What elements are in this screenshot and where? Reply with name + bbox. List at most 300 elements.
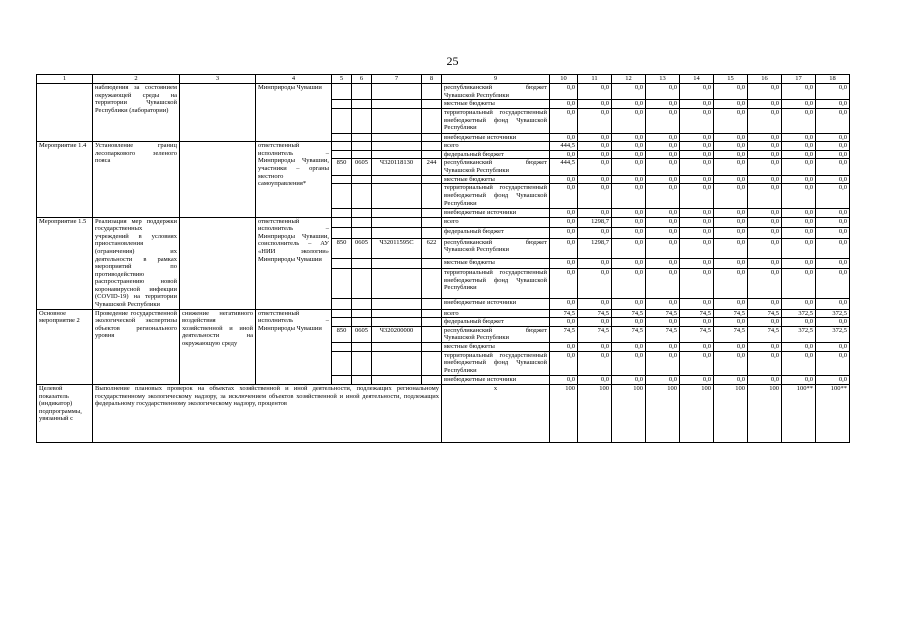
column-header: 1 bbox=[37, 75, 93, 84]
funding-source: республиканский бюджет Чувашской Республики bbox=[442, 159, 550, 175]
funding-value: 74,5 bbox=[714, 326, 748, 342]
funding-value: 0,0 bbox=[680, 258, 714, 269]
funding-value: 372,5 bbox=[782, 326, 816, 342]
funding-value: 0,0 bbox=[646, 133, 680, 142]
code-target-article: Ч320200000 bbox=[372, 326, 422, 342]
funding-value: 0,0 bbox=[714, 133, 748, 142]
code-grbs bbox=[332, 175, 352, 184]
funding-value: 0,0 bbox=[550, 184, 578, 209]
funding-value: 0,0 bbox=[612, 84, 646, 100]
table-row bbox=[37, 142, 850, 151]
funding-value: 0,0 bbox=[816, 142, 850, 151]
funding-value: 0,0 bbox=[578, 100, 612, 109]
funding-value: 0,0 bbox=[782, 150, 816, 159]
code-target-article bbox=[372, 376, 422, 385]
indicator-x: х bbox=[442, 385, 550, 443]
code-grbs bbox=[332, 343, 352, 352]
column-header: 10 bbox=[550, 75, 578, 84]
column-header: 18 bbox=[816, 75, 850, 84]
funding-value: 74,5 bbox=[578, 309, 612, 318]
expected-result: снижение негативного воздействия хозяйственной и иной деятельности на окружающую среду bbox=[180, 309, 256, 384]
funding-value: 0,0 bbox=[748, 175, 782, 184]
funding-value: 372,5 bbox=[782, 309, 816, 318]
code-expense-type bbox=[422, 133, 442, 142]
funding-value: 0,0 bbox=[550, 133, 578, 142]
code-grbs: 850 bbox=[332, 159, 352, 175]
table-body bbox=[37, 75, 850, 443]
funding-value: 0,0 bbox=[816, 228, 850, 239]
funding-value: 0,0 bbox=[550, 299, 578, 310]
code-expense-type: 622 bbox=[422, 238, 442, 258]
code-expense-type bbox=[422, 309, 442, 318]
funding-source: всего bbox=[442, 142, 550, 151]
column-header: 12 bbox=[612, 75, 646, 84]
code-section bbox=[352, 108, 372, 133]
code-target-article bbox=[372, 133, 422, 142]
funding-value: 0,0 bbox=[646, 351, 680, 376]
funding-value: 0,0 bbox=[816, 159, 850, 175]
code-expense-type bbox=[422, 217, 442, 228]
funding-value: 0,0 bbox=[714, 100, 748, 109]
funding-value: 74,5 bbox=[550, 326, 578, 342]
code-expense-type bbox=[422, 351, 442, 376]
funding-value: 0,0 bbox=[714, 299, 748, 310]
funding-value: 0,0 bbox=[782, 217, 816, 228]
funding-value: 0,0 bbox=[816, 150, 850, 159]
funding-value: 0,0 bbox=[714, 258, 748, 269]
activity-description: Установление границ лесопаркового зеленого пояса bbox=[93, 142, 180, 217]
funding-value: 74,5 bbox=[748, 326, 782, 342]
funding-value: 0,0 bbox=[612, 269, 646, 299]
code-grbs bbox=[332, 208, 352, 217]
funding-value: 0,0 bbox=[714, 351, 748, 376]
funding-value: 0,0 bbox=[816, 184, 850, 209]
funding-source: республиканский бюджет Чувашской Республики bbox=[442, 326, 550, 342]
funding-value: 0,0 bbox=[646, 376, 680, 385]
indicator-value: 100** bbox=[782, 385, 816, 443]
code-expense-type bbox=[422, 318, 442, 327]
funding-value: 0,0 bbox=[646, 269, 680, 299]
funding-value: 0,0 bbox=[646, 228, 680, 239]
activity-name: Основное мероприятие 2 bbox=[37, 309, 93, 384]
funding-value: 0,0 bbox=[578, 133, 612, 142]
code-section bbox=[352, 133, 372, 142]
funding-value: 0,0 bbox=[578, 184, 612, 209]
funding-value: 0,0 bbox=[612, 142, 646, 151]
code-grbs bbox=[332, 184, 352, 209]
funding-value: 0,0 bbox=[578, 269, 612, 299]
funding-value: 0,0 bbox=[714, 108, 748, 133]
funding-value: 0,0 bbox=[816, 299, 850, 310]
code-section bbox=[352, 228, 372, 239]
code-section: 0605 bbox=[352, 159, 372, 175]
activity-name: Мероприятие 1.5 bbox=[37, 217, 93, 309]
code-section bbox=[352, 351, 372, 376]
funding-source: внебюджетные источники bbox=[442, 376, 550, 385]
funding-value: 0,0 bbox=[680, 228, 714, 239]
code-target-article bbox=[372, 184, 422, 209]
funding-value: 0,0 bbox=[612, 175, 646, 184]
funding-value: 0,0 bbox=[612, 258, 646, 269]
code-expense-type bbox=[422, 208, 442, 217]
code-target-article bbox=[372, 343, 422, 352]
code-grbs bbox=[332, 100, 352, 109]
code-target-article bbox=[372, 84, 422, 100]
funding-value: 0,0 bbox=[748, 269, 782, 299]
code-expense-type bbox=[422, 343, 442, 352]
funding-value: 0,0 bbox=[646, 142, 680, 151]
code-expense-type bbox=[422, 150, 442, 159]
funding-value: 0,0 bbox=[646, 258, 680, 269]
funding-source: территориальный государственный внебюджетный фонд Чувашской Республики bbox=[442, 184, 550, 209]
activity-name: Мероприятие 1.4 bbox=[37, 142, 93, 217]
funding-value: 0,0 bbox=[782, 108, 816, 133]
code-expense-type bbox=[422, 100, 442, 109]
funding-value: 74,5 bbox=[646, 326, 680, 342]
funding-value: 0,0 bbox=[680, 84, 714, 100]
funding-value: 0,0 bbox=[816, 351, 850, 376]
funding-value: 0,0 bbox=[816, 318, 850, 327]
funding-value: 0,0 bbox=[782, 184, 816, 209]
table-row bbox=[37, 309, 850, 318]
funding-value: 0,0 bbox=[816, 376, 850, 385]
funding-value: 0,0 bbox=[578, 175, 612, 184]
funding-value: 0,0 bbox=[714, 217, 748, 228]
code-section: 0605 bbox=[352, 326, 372, 342]
indicator-value: 100 bbox=[714, 385, 748, 443]
funding-value: 0,0 bbox=[578, 84, 612, 100]
funding-value: 0,0 bbox=[782, 318, 816, 327]
code-expense-type bbox=[422, 175, 442, 184]
funding-value: 0,0 bbox=[782, 269, 816, 299]
funding-value: 0,0 bbox=[680, 376, 714, 385]
funding-source: республиканский бюджет Чувашской Республики bbox=[442, 238, 550, 258]
funding-value: 0,0 bbox=[816, 133, 850, 142]
code-target-article bbox=[372, 258, 422, 269]
header-row bbox=[37, 75, 850, 84]
column-header: 5 bbox=[332, 75, 352, 84]
funding-value: 0,0 bbox=[816, 108, 850, 133]
code-target-article: Ч32011595С bbox=[372, 238, 422, 258]
funding-value: 0,0 bbox=[680, 184, 714, 209]
funding-value: 0,0 bbox=[612, 376, 646, 385]
code-section bbox=[352, 376, 372, 385]
funding-value: 0,0 bbox=[680, 100, 714, 109]
funding-value: 0,0 bbox=[578, 343, 612, 352]
funding-value: 0,0 bbox=[550, 108, 578, 133]
funding-value: 0,0 bbox=[816, 217, 850, 228]
funding-value: 0,0 bbox=[578, 318, 612, 327]
funding-value: 0,0 bbox=[612, 159, 646, 175]
funding-value: 0,0 bbox=[680, 351, 714, 376]
executor: ответственный исполнитель – Минприроды Чувашии, соисполнитель – АУ «НИИ экологии» Минприроды Чувашии bbox=[256, 217, 332, 309]
funding-value: 0,0 bbox=[782, 84, 816, 100]
code-expense-type bbox=[422, 228, 442, 239]
funding-value: 0,0 bbox=[816, 84, 850, 100]
funding-value: 0,0 bbox=[782, 228, 816, 239]
code-target-article bbox=[372, 318, 422, 327]
code-target-article bbox=[372, 351, 422, 376]
column-header: 14 bbox=[680, 75, 714, 84]
funding-value: 0,0 bbox=[612, 228, 646, 239]
funding-source: внебюджетные источники bbox=[442, 133, 550, 142]
funding-source: всего bbox=[442, 217, 550, 228]
column-header: 13 bbox=[646, 75, 680, 84]
funding-value: 0,0 bbox=[714, 142, 748, 151]
funding-value: 0,0 bbox=[748, 238, 782, 258]
column-header: 7 bbox=[372, 75, 422, 84]
code-target-article bbox=[372, 150, 422, 159]
column-header: 2 bbox=[93, 75, 180, 84]
funding-value: 0,0 bbox=[714, 159, 748, 175]
indicator-value: 100 bbox=[680, 385, 714, 443]
funding-value: 0,0 bbox=[748, 376, 782, 385]
funding-value: 0,0 bbox=[550, 238, 578, 258]
column-header: 4 bbox=[256, 75, 332, 84]
funding-value: 0,0 bbox=[646, 299, 680, 310]
funding-value: 0,0 bbox=[550, 318, 578, 327]
funding-value: 0,0 bbox=[748, 184, 782, 209]
funding-value: 0,0 bbox=[578, 376, 612, 385]
code-section bbox=[352, 208, 372, 217]
activity-description: наблюдения за состоянием окружающей среды на территории Чувашской Республики (лаборатории) bbox=[93, 84, 180, 142]
funding-value: 0,0 bbox=[680, 133, 714, 142]
executor: ответственный исполнитель – Минприроды Чувашии, участники – органы местного самоуправления* bbox=[256, 142, 332, 217]
funding-source: республиканский бюджет Чувашской Республики bbox=[442, 84, 550, 100]
funding-value: 0,0 bbox=[550, 258, 578, 269]
code-target-article bbox=[372, 269, 422, 299]
indicator-value: 100 bbox=[612, 385, 646, 443]
funding-value: 0,0 bbox=[550, 228, 578, 239]
column-header: 11 bbox=[578, 75, 612, 84]
code-grbs bbox=[332, 228, 352, 239]
funding-value: 0,0 bbox=[748, 208, 782, 217]
code-section bbox=[352, 84, 372, 100]
funding-value: 0,0 bbox=[816, 238, 850, 258]
code-expense-type bbox=[422, 108, 442, 133]
code-section bbox=[352, 299, 372, 310]
funding-value: 0,0 bbox=[680, 269, 714, 299]
code-grbs bbox=[332, 269, 352, 299]
funding-value: 0,0 bbox=[714, 150, 748, 159]
funding-value: 0,0 bbox=[550, 351, 578, 376]
code-target-article bbox=[372, 299, 422, 310]
funding-value: 74,5 bbox=[714, 309, 748, 318]
funding-value: 0,0 bbox=[550, 217, 578, 228]
code-section bbox=[352, 269, 372, 299]
funding-value: 0,0 bbox=[612, 108, 646, 133]
code-grbs bbox=[332, 108, 352, 133]
code-section bbox=[352, 150, 372, 159]
funding-value: 0,0 bbox=[714, 175, 748, 184]
code-target-article: Ч320118130 bbox=[372, 159, 422, 175]
funding-value: 444,5 bbox=[550, 159, 578, 175]
expected-result bbox=[180, 217, 256, 309]
funding-value: 0,0 bbox=[748, 133, 782, 142]
funding-value: 0,0 bbox=[748, 100, 782, 109]
funding-value: 0,0 bbox=[646, 159, 680, 175]
funding-value: 0,0 bbox=[782, 142, 816, 151]
activity-description: Реализация мер поддержки государственных учреждений в условиях приостановления (ограничения) их деятельности в рамках мероприятий по противодействию распространению новой коронавирусной инфекции (COVID-19) на территории Чувашской Республики bbox=[93, 217, 180, 309]
funding-value: 0,0 bbox=[816, 269, 850, 299]
funding-value: 0,0 bbox=[612, 217, 646, 228]
funding-value: 0,0 bbox=[550, 269, 578, 299]
code-grbs bbox=[332, 258, 352, 269]
code-grbs bbox=[332, 217, 352, 228]
funding-value: 0,0 bbox=[550, 84, 578, 100]
code-grbs bbox=[332, 351, 352, 376]
executor: Минприроды Чувашии bbox=[256, 84, 332, 142]
funding-value: 0,0 bbox=[748, 142, 782, 151]
budget-table bbox=[36, 74, 850, 443]
code-expense-type bbox=[422, 269, 442, 299]
funding-value: 0,0 bbox=[680, 208, 714, 217]
expected-result bbox=[180, 84, 256, 142]
funding-value: 0,0 bbox=[782, 351, 816, 376]
code-grbs bbox=[332, 318, 352, 327]
code-target-article bbox=[372, 100, 422, 109]
funding-value: 0,0 bbox=[748, 150, 782, 159]
funding-value: 0,0 bbox=[782, 238, 816, 258]
code-section bbox=[352, 343, 372, 352]
funding-value: 0,0 bbox=[782, 376, 816, 385]
column-header: 3 bbox=[180, 75, 256, 84]
funding-value: 0,0 bbox=[714, 376, 748, 385]
funding-value: 0,0 bbox=[578, 150, 612, 159]
funding-value: 0,0 bbox=[550, 376, 578, 385]
funding-value: 0,0 bbox=[748, 217, 782, 228]
funding-value: 0,0 bbox=[550, 343, 578, 352]
funding-source: местные бюджеты bbox=[442, 175, 550, 184]
funding-value: 0,0 bbox=[680, 238, 714, 258]
funding-value: 0,0 bbox=[714, 208, 748, 217]
funding-value: 0,0 bbox=[550, 150, 578, 159]
code-target-article bbox=[372, 208, 422, 217]
funding-value: 0,0 bbox=[578, 108, 612, 133]
activity-description: Проведение государственной экологической экспертизы объектов регионального уровня bbox=[93, 309, 180, 384]
funding-value: 0,0 bbox=[782, 258, 816, 269]
funding-source: местные бюджеты bbox=[442, 343, 550, 352]
column-header: 16 bbox=[748, 75, 782, 84]
code-grbs: 850 bbox=[332, 326, 352, 342]
funding-value: 0,0 bbox=[782, 159, 816, 175]
funding-value: 0,0 bbox=[680, 150, 714, 159]
code-section bbox=[352, 184, 372, 209]
funding-value: 74,5 bbox=[612, 326, 646, 342]
column-header: 8 bbox=[422, 75, 442, 84]
funding-value: 0,0 bbox=[782, 208, 816, 217]
code-grbs bbox=[332, 150, 352, 159]
code-section bbox=[352, 318, 372, 327]
code-expense-type bbox=[422, 258, 442, 269]
funding-value: 0,0 bbox=[646, 150, 680, 159]
table-row bbox=[37, 84, 850, 100]
column-header: 6 bbox=[352, 75, 372, 84]
funding-value: 0,0 bbox=[646, 217, 680, 228]
funding-source: федеральный бюджет bbox=[442, 228, 550, 239]
funding-value: 0,0 bbox=[816, 343, 850, 352]
funding-value: 0,0 bbox=[748, 318, 782, 327]
funding-value: 0,0 bbox=[646, 208, 680, 217]
funding-value: 0,0 bbox=[578, 258, 612, 269]
code-grbs: 850 bbox=[332, 238, 352, 258]
funding-source: федеральный бюджет bbox=[442, 150, 550, 159]
funding-value: 0,0 bbox=[646, 108, 680, 133]
funding-value: 0,0 bbox=[714, 343, 748, 352]
code-expense-type bbox=[422, 376, 442, 385]
indicator-label: Целевой показатель (индикатор) подпрограммы, увязанный с bbox=[37, 385, 93, 443]
funding-value: 0,0 bbox=[714, 318, 748, 327]
funding-value: 0,0 bbox=[680, 142, 714, 151]
code-expense-type bbox=[422, 299, 442, 310]
code-grbs bbox=[332, 142, 352, 151]
code-grbs bbox=[332, 299, 352, 310]
funding-value: 0,0 bbox=[782, 299, 816, 310]
code-section bbox=[352, 142, 372, 151]
funding-value: 0,0 bbox=[816, 208, 850, 217]
column-header: 15 bbox=[714, 75, 748, 84]
code-grbs bbox=[332, 84, 352, 100]
code-expense-type bbox=[422, 84, 442, 100]
funding-value: 1298,7 bbox=[578, 238, 612, 258]
funding-value: 0,0 bbox=[612, 238, 646, 258]
funding-value: 0,0 bbox=[714, 269, 748, 299]
funding-value: 0,0 bbox=[578, 159, 612, 175]
funding-value: 1298,7 bbox=[578, 217, 612, 228]
funding-value: 0,0 bbox=[782, 133, 816, 142]
funding-source: внебюджетные источники bbox=[442, 299, 550, 310]
funding-value: 0,0 bbox=[612, 150, 646, 159]
indicator-text: Выполнение плановых проверок на объектах хозяйственной и иной деятельности, подлежащих региональному государственному экологическому надзору, за исключением объектов хозяйственной и иной деятельности, подлежащих федеральному государственному экологическому надзору, процентов bbox=[93, 385, 442, 443]
funding-value: 0,0 bbox=[646, 238, 680, 258]
funding-value: 0,0 bbox=[550, 208, 578, 217]
funding-value: 0,0 bbox=[748, 159, 782, 175]
funding-value: 0,0 bbox=[550, 175, 578, 184]
indicator-value: 100 bbox=[550, 385, 578, 443]
code-grbs bbox=[332, 133, 352, 142]
funding-value: 0,0 bbox=[680, 343, 714, 352]
code-section bbox=[352, 175, 372, 184]
expected-result bbox=[180, 142, 256, 217]
funding-value: 0,0 bbox=[646, 100, 680, 109]
code-expense-type bbox=[422, 326, 442, 342]
funding-value: 0,0 bbox=[714, 228, 748, 239]
funding-value: 0,0 bbox=[612, 100, 646, 109]
code-target-article bbox=[372, 309, 422, 318]
funding-value: 0,0 bbox=[748, 343, 782, 352]
funding-source: всего bbox=[442, 309, 550, 318]
funding-value: 0,0 bbox=[748, 351, 782, 376]
funding-value: 0,0 bbox=[578, 142, 612, 151]
code-section bbox=[352, 309, 372, 318]
funding-value: 0,0 bbox=[646, 84, 680, 100]
funding-value: 74,5 bbox=[612, 309, 646, 318]
code-expense-type bbox=[422, 142, 442, 151]
funding-value: 0,0 bbox=[612, 343, 646, 352]
indicator-value: 100 bbox=[646, 385, 680, 443]
funding-value: 372,5 bbox=[816, 309, 850, 318]
funding-value: 0,0 bbox=[782, 100, 816, 109]
funding-value: 0,0 bbox=[714, 184, 748, 209]
code-grbs bbox=[332, 376, 352, 385]
funding-value: 0,0 bbox=[578, 299, 612, 310]
funding-value: 74,5 bbox=[748, 309, 782, 318]
column-header: 17 bbox=[782, 75, 816, 84]
code-expense-type bbox=[422, 184, 442, 209]
code-grbs bbox=[332, 309, 352, 318]
funding-value: 0,0 bbox=[612, 318, 646, 327]
funding-value: 0,0 bbox=[748, 258, 782, 269]
